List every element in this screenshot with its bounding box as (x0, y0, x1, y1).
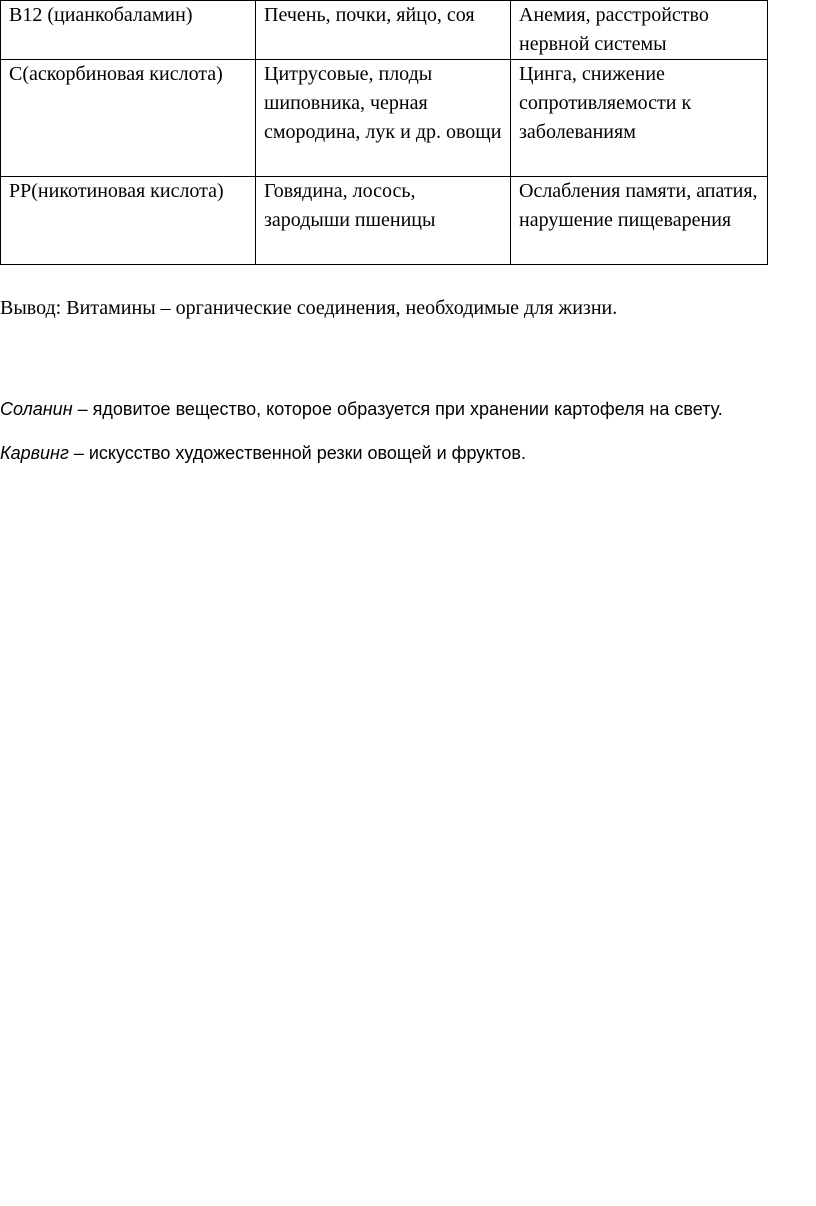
source-cell: Печень, почки, яйцо, соя (256, 1, 511, 60)
definition-term: Карвинг (0, 443, 69, 463)
deficiency-cell: Анемия, расстройство нервной системы (511, 1, 768, 60)
table-row (1, 60, 768, 177)
source-cell: Цитрусовые, плоды шиповника, черная смородина, лук и др. овощи (256, 60, 511, 177)
deficiency-cell: Цинга, снижение сопротивляемости к заболеваниям (511, 60, 768, 177)
source-cell: Говядина, лосось, зародыши пшеницы (256, 177, 511, 265)
deficiency-cell: Ослабления памяти, апатия, нарушение пищеварения (511, 177, 768, 265)
vitamin-cell: PP(никотиновая кислота) (1, 177, 256, 265)
conclusion-paragraph: Вывод: Витамины – органические соединения, необходимые для жизни. (0, 297, 618, 319)
vitamin-cell: B12 (цианкобаламин) (1, 1, 256, 60)
table-row (1, 1, 768, 60)
definition-term: Соланин (0, 399, 73, 419)
definition-text: – искусство художественной резки овощей и фруктов. (68, 443, 526, 463)
vitamin-cell: C(аскорбиновая кислота) (1, 60, 256, 177)
definition-text: – ядовитое вещество, которое образуется при хранении картофеля на свету. (72, 399, 723, 419)
table-row (1, 177, 768, 265)
vitamins-table (0, 0, 768, 265)
definition-carving (0, 441, 526, 465)
definition-solanine (0, 397, 723, 421)
